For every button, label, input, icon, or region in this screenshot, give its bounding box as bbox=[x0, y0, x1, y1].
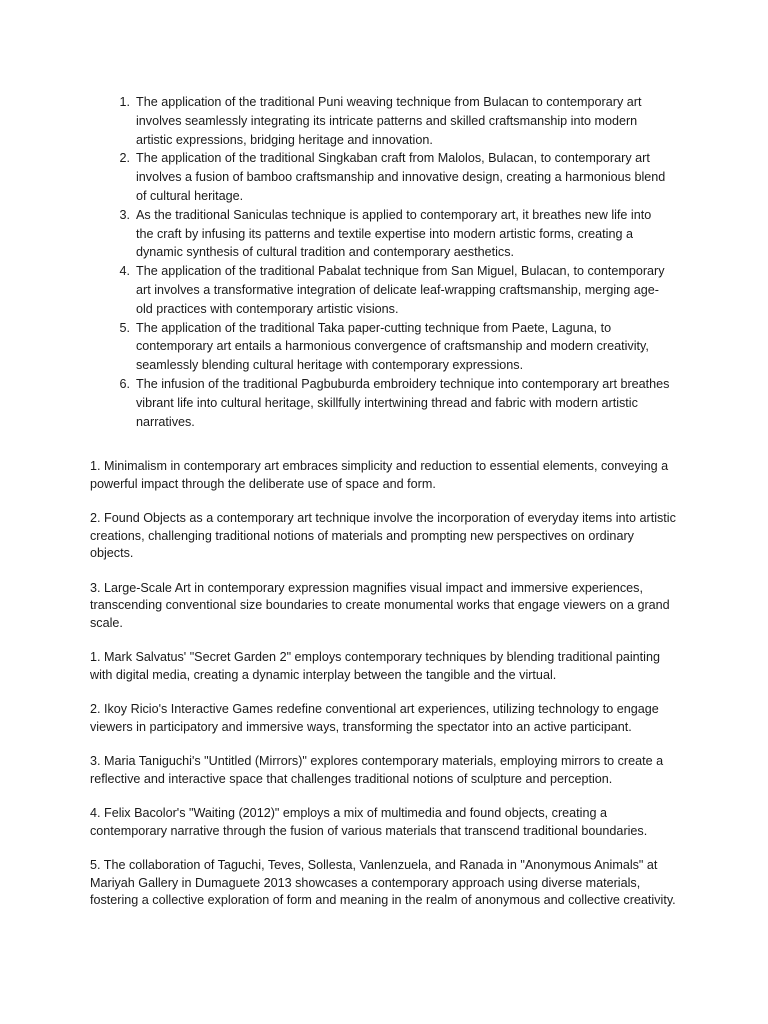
list-number: 3. bbox=[119, 207, 130, 222]
list-item-text: The application of the traditional Taka paper-cutting technique from Paete, Laguna, to contemporary art entails a harmonious convergence of craftsmanship and modern creativity, seamlessly blending cultural heritage with contemporary expressions. bbox=[136, 320, 649, 373]
list-item bbox=[110, 149, 670, 205]
list-item bbox=[110, 319, 670, 375]
paragraph: 3. Maria Taniguchi's "Untitled (Mirrors)" explores contemporary materials, employing mirrors to create a reflective and interactive space that challenges traditional notions of sculpture and perception. bbox=[90, 754, 664, 786]
list-item bbox=[110, 375, 670, 431]
paragraph: 5. The collaboration of Taguchi, Teves, Sollesta, Vanlenzuela, and Ranada in "Anonymous Animals" at Mariyah Gallery in Dumaguete 2013 showcases a contemporary approach using diverse materials, fostering a collective exploration of form and meaning in the realm of anonymous and collective creativity. bbox=[90, 858, 676, 907]
list-number: 6. bbox=[119, 376, 130, 391]
list-item bbox=[110, 93, 670, 149]
paragraph: 2. Found Objects as a contemporary art technique involve the incorporation of everyday items into artistic creations, challenging traditional notions of materials and prompting new perspectives on ordinary objects. bbox=[90, 511, 676, 560]
paragraph: 1. Minimalism in contemporary art embraces simplicity and reduction to essential elements, conveying a powerful impact through the deliberate use of space and form. bbox=[90, 459, 669, 491]
list-item-text: The application of the traditional Singkaban craft from Malolos, Bulacan, to contemporary art involves a fusion of bamboo craftsmanship and innovative design, creating a harmonious blend of cultural heritage. bbox=[136, 151, 666, 203]
list-item-text: The infusion of the traditional Pagbuburda embroidery technique into contemporary art breathes vibrant life into cultural heritage, skillfully intertwining thread and fabric with modern artistic narratives. bbox=[136, 376, 670, 429]
list-item bbox=[110, 206, 670, 262]
list-item-text: As the traditional Saniculas technique is applied to contemporary art, it breathes new life into the craft by infusing its patterns and textile expertise into modern artistic forms, creating a dynamic synthesis of cultural tradition and contemporary aesthetics. bbox=[136, 207, 652, 260]
list-number: 4. bbox=[119, 264, 130, 279]
list-number: 2. bbox=[119, 151, 130, 166]
list-item-text: The application of the traditional Pabalat technique from San Miguel, Bulacan, to contemporary art involves a transformative integration of delicate leaf-wrapping craftsmanship, merging age-old practices with contemporary artistic visions. bbox=[136, 264, 665, 316]
list-number: 5. bbox=[119, 320, 130, 335]
paragraph: 4. Felix Bacolor's "Waiting (2012)" employs a mix of multimedia and found objects, creating a contemporary narrative through the fusion of various materials that transcend traditional boundaries. bbox=[90, 806, 648, 838]
list-number: 1. bbox=[119, 95, 130, 109]
paragraph-section bbox=[90, 458, 680, 927]
paragraph: 2. Ikoy Ricio's Interactive Games redefine conventional art experiences, utilizing technology to engage viewers in participatory and immersive ways, transforming the spectator into an active participant. bbox=[90, 702, 659, 734]
numbered-list bbox=[110, 93, 670, 431]
list-item bbox=[110, 262, 670, 318]
list-item-text: The application of the traditional Puni weaving technique from Bulacan to contemporary art involves seamlessly integrating its intricate patterns and skilled craftsmanship into modern artistic expressions, bridging heritage and innovation. bbox=[136, 95, 642, 147]
paragraph: 3. Large-Scale Art in contemporary expression magnifies visual impact and immersive experiences, transcending conventional size boundaries to create monumental works that engage viewers on a grand scale. bbox=[90, 580, 670, 630]
paragraph: 1. Mark Salvatus' "Secret Garden 2" employs contemporary techniques by blending traditional painting with digital media, creating a dynamic interplay between the tangible and the virtual. bbox=[90, 650, 660, 682]
